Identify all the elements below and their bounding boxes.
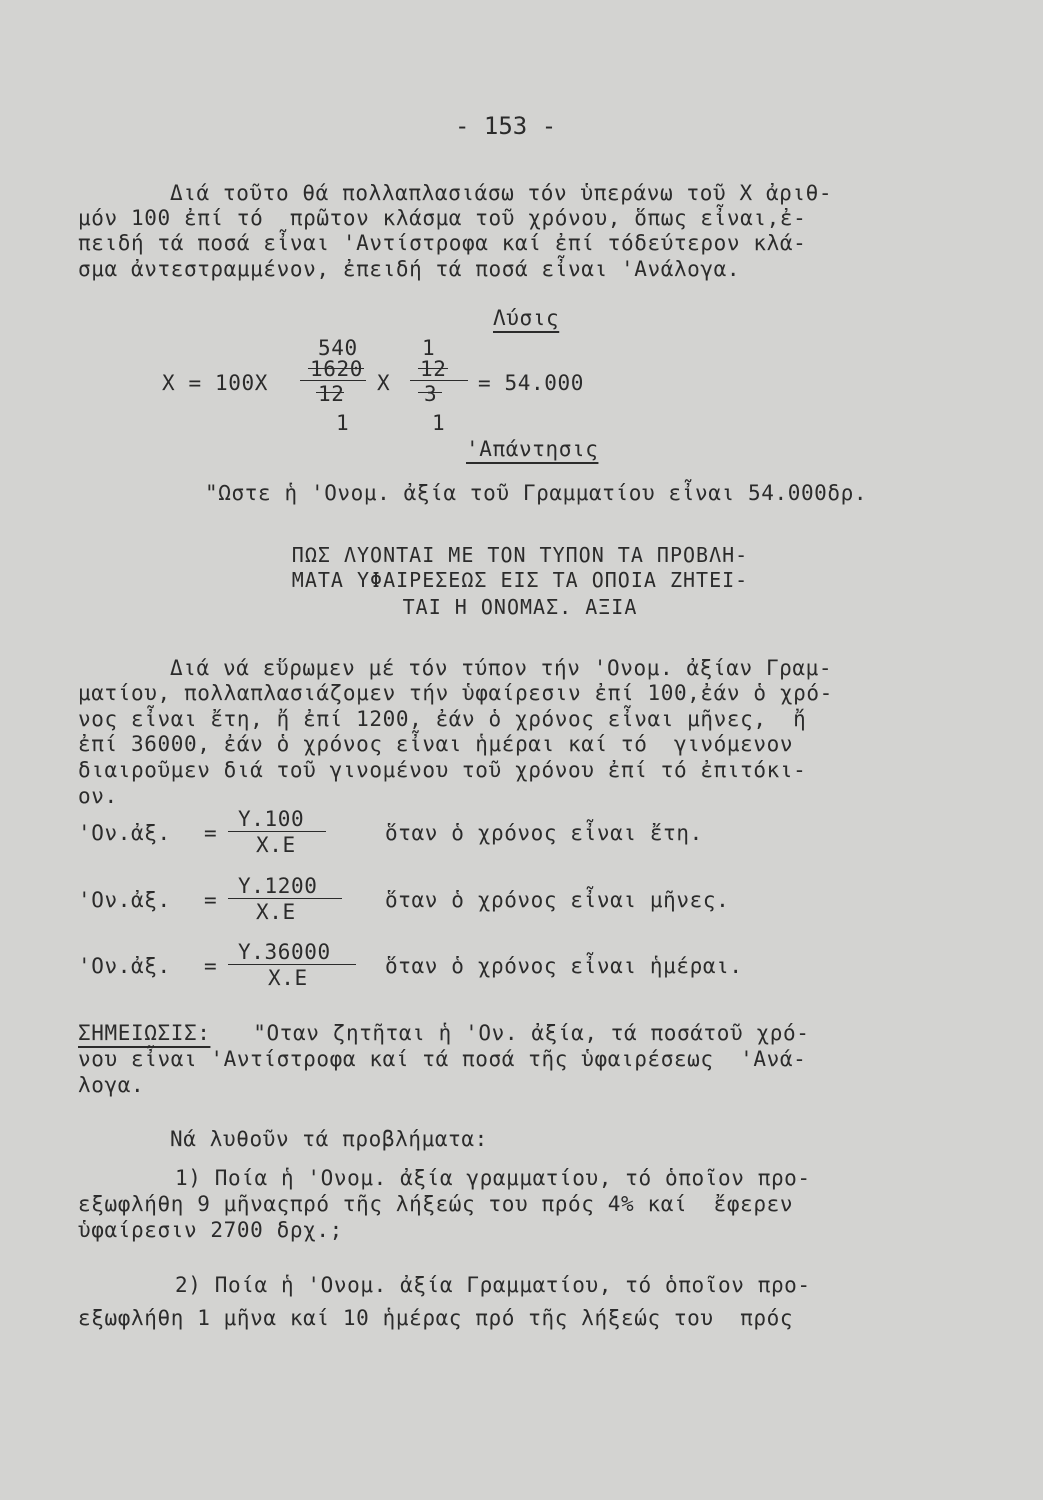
formula-label: 'Ον.ἀξ.	[78, 954, 171, 978]
fraction2-reduced-top: 1	[422, 336, 436, 360]
formula-label: 'Ον.ἀξ.	[78, 888, 171, 912]
fraction2-denominator: 3	[424, 382, 438, 406]
formula-condition: ὅταν ὁ χρόνος εἶναι ἡμέραι.	[385, 954, 743, 978]
strike-line	[418, 392, 442, 393]
method-line: ἐπί 36000, ἐάν ὁ χρόνος εἶναι ἡμέραι καί τό γινόμενον	[78, 732, 794, 756]
formula-denominator: Χ.Ε	[268, 966, 308, 990]
formula-condition: ὅταν ὁ χρόνος εἶναι ἔτη.	[385, 821, 703, 845]
fraction1-denominator: 12	[318, 382, 345, 406]
method-line: Διά νά εὕρωμεν μέ τόν τύπον τήν 'Ονομ. ἀξίαν Γραμ-	[170, 656, 833, 680]
note-line: λογα.	[78, 1073, 145, 1097]
section-heading-line: ΠΩΣ ΛΥΟΝΤΑΙ ΜΕ ΤΟΝ ΤΥΠΟΝ ΤΑ ΠΡΟΒΛΗ-	[291, 543, 749, 567]
method-line: νος εἶναι ἔτη, ἤ ἐπί 1200, ἐάν ὁ χρόνος εἶναι μῆνες, ἤ	[78, 707, 807, 731]
note-line: "Οταν ζητῆται ἡ 'Ον. ἀξία, τά ποσάτοῦ χρό-	[240, 1021, 810, 1045]
problem1-line: ὑφαίρεσιν 2700 δρχ.;	[78, 1218, 343, 1242]
fraction1-numerator: 1620	[310, 357, 363, 381]
formula-denominator: Χ.Ε	[256, 900, 296, 924]
intro-line: πειδή τά ποσά εἶναι 'Αντίστροφα καί ἐπί τόδεύτερον κλά-	[78, 231, 807, 255]
formula-equals: =	[204, 821, 218, 845]
page-number: - 153 -	[455, 112, 557, 140]
answer-line: "Ωστε ἡ 'Ονομ. ἀξία τοῦ Γραμματίου εἶναι 54.000δρ.	[205, 481, 868, 505]
strike-line	[418, 368, 448, 369]
fraction2-reduced-bottom: 1	[432, 411, 446, 435]
problem1-line: εξωφλήθη 9 μῆναςπρό τῆς λήξεώς του πρός 4% καί ἔφερεν	[78, 1192, 794, 1216]
intro-line: μόν 100 ἐπί τό πρῶτον κλάσμα τοῦ χρόνου, ὅπως εἶναι,ἐ-	[78, 206, 807, 230]
method-line: ον.	[78, 784, 118, 808]
fraction2-bar	[410, 380, 468, 381]
equation-lhs: Χ = 100Χ	[162, 371, 268, 395]
formula-numerator: Υ.1200	[238, 874, 318, 898]
problems-intro: Νά λυθοῦν τά προβλήματα:	[170, 1127, 488, 1151]
strike-line	[316, 392, 344, 393]
problem1-line: 1) Ποία ἡ 'Ονομ. ἀξία γραμματίου, τό ὁποῖον προ-	[175, 1166, 811, 1190]
fraction1-reduced-bottom: 1	[336, 411, 350, 435]
note-label: ΣΗΜΕΙΩΣΙΣ:	[78, 1021, 211, 1045]
solution-title: Λύσις	[493, 306, 560, 330]
problem2-line: εξωφλήθη 1 μῆνα καί 10 ἡμέρας πρό τῆς λήξεώς του πρός	[78, 1306, 794, 1330]
formula-label: 'Ον.ἀξ.	[78, 821, 171, 845]
intro-line: Διά τοῦτο θά πολλαπλασιάσω τόν ὑπεράνω τοῦ Χ ἀριθ-	[170, 181, 833, 205]
intro-line: σμα ἀντεστραμμένον, ἐπειδή τά ποσά εἶναι 'Ανάλογα.	[78, 257, 741, 281]
formula-equals: =	[204, 888, 218, 912]
problem2-line: 2) Ποία ἡ 'Ονομ. ἀξία Γραμματίου, τό ὁποῖον προ-	[175, 1273, 811, 1297]
fraction1-reduced-top: 540	[318, 336, 358, 360]
formula-numerator: Υ.36000	[238, 940, 331, 964]
formula-equals: =	[204, 954, 218, 978]
times-sign: Χ	[377, 371, 391, 395]
strike-line	[308, 368, 364, 369]
fraction2-numerator: 12	[420, 357, 447, 381]
answer-title: 'Απάντησις	[466, 437, 599, 461]
formula-denominator: Χ.Ε	[256, 833, 296, 857]
formula-numerator: Υ.100	[238, 807, 305, 831]
note-line: νου εἶναι 'Αντίστροφα καί τά ποσά τῆς ὑφαιρέσεως 'Ανά-	[78, 1047, 807, 1071]
method-line: ματίου, πολλαπλασιάζομεν τήν ὑφαίρεσιν ἐπί 100,ἐάν ὁ χρό-	[78, 681, 833, 705]
section-heading-line: ΜΑΤΑ ΥΦΑΙΡΕΣΕΩΣ ΕΙΣ ΤΑ ΟΠΟΙΑ ΖΗΤΕΙ-	[291, 568, 749, 592]
section-heading-line: ΤΑΙ Η ΟΝΟΜΑΣ. ΑΞΙΑ	[402, 595, 638, 619]
equation-result: = 54.000	[478, 371, 584, 395]
method-line: διαιροῦμεν διά τοῦ γινομένου τοῦ χρόνου ἐπί τό ἐπιτόκι-	[78, 758, 807, 782]
formula-condition: ὅταν ὁ χρόνος εἶναι μῆνες.	[385, 888, 730, 912]
